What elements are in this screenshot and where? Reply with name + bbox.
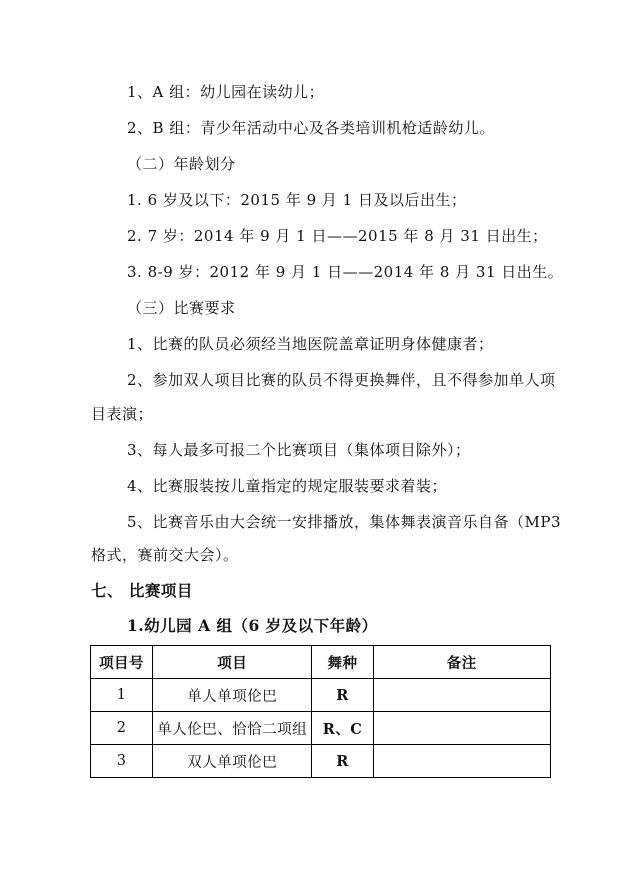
group-a-table-caption: 1.幼儿园 A 组（6 岁及以下年龄）	[127, 616, 378, 635]
group-b-line: 2、B 组：青少年活动中心及各类培训机枪适龄幼儿。	[127, 119, 495, 137]
table-header-row	[91, 646, 551, 679]
age-item-1: 1. 6 岁及以下：2015 年 9 月 1 日及以后出生；	[127, 191, 467, 209]
cell-item: 单人伦巴、恰恰二项组	[153, 712, 312, 745]
age-item-3: 3. 8-9 岁：2012 年 9 月 1 日——2014 年 8 月 31 日出生。	[127, 263, 564, 281]
events-table	[90, 645, 551, 778]
header-remarks: 备注	[373, 646, 550, 679]
cell-dance-type: R、C	[312, 712, 373, 745]
requirements-title: （三）比赛要求	[127, 299, 236, 317]
cell-item-number: 3	[91, 745, 153, 778]
requirement-5-line1: 5、比赛音乐由大会统一安排播放，集体舞表演音乐自备（MP3	[127, 513, 562, 531]
cell-remarks	[373, 745, 550, 778]
table-row	[91, 745, 551, 778]
requirement-5-line2: 格式，赛前交大会）。	[91, 546, 239, 564]
cell-remarks	[373, 679, 550, 712]
cell-remarks	[373, 712, 550, 745]
cell-item-number: 2	[91, 712, 153, 745]
table-row	[91, 712, 551, 745]
age-section-title: （二）年龄划分	[127, 155, 236, 173]
requirement-4: 4、比赛服装按儿童指定的规定服装要求着装；	[127, 477, 448, 495]
age-item-2: 2. 7 岁：2014 年 9 月 1 日——2015 年 8 月 31 日出生；	[127, 227, 548, 245]
group-a-line: 1、A 组：幼儿园在读幼儿；	[127, 83, 325, 101]
cell-dance-type: R	[312, 679, 373, 712]
table-row	[91, 679, 551, 712]
requirement-1: 1、比赛的队员必须经当地医院盖章证明身体健康者；	[127, 335, 494, 353]
header-dance-type: 舞种	[312, 646, 373, 679]
requirement-2-line2: 目表演；	[91, 405, 154, 423]
requirement-2-line1: 2、参加双人项目比赛的队员不得更换舞伴，且不得参加单人项	[127, 371, 556, 389]
requirement-3: 3、每人最多可报二个比赛项目（集体项目除外）；	[127, 441, 471, 459]
header-item: 项目	[153, 646, 312, 679]
cell-dance-type: R	[312, 745, 373, 778]
cell-item: 单人单项伦巴	[153, 679, 312, 712]
cell-item: 双人单项伦巴	[153, 745, 312, 778]
cell-item-number: 1	[91, 679, 153, 712]
section-7-heading: 七、 比赛项目	[91, 581, 193, 600]
header-item-number: 项目号	[91, 646, 153, 679]
